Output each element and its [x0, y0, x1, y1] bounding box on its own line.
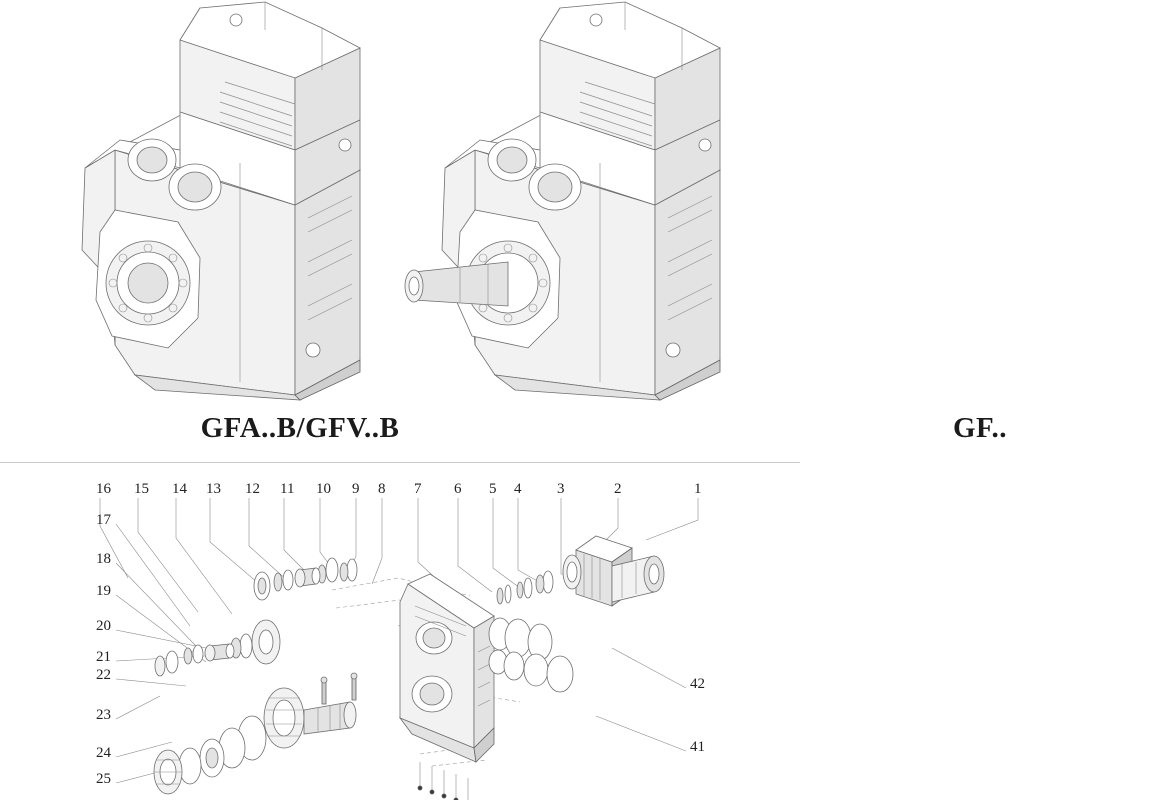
callout-2: 2	[614, 481, 622, 497]
exploded-assembly-icon	[0, 466, 800, 800]
callout-10: 10	[316, 481, 331, 497]
callout-14: 14	[172, 481, 187, 497]
callout-12: 12	[245, 481, 260, 497]
exploded-view-panel	[0, 466, 800, 800]
callout-15: 15	[134, 481, 149, 497]
callout-11: 11	[280, 481, 295, 497]
gear-unit-drawing-left	[60, 0, 420, 444]
gear-unit-drawing-right	[400, 0, 1008, 444]
callout-7: 7	[414, 481, 422, 497]
caption-left: GFA..B/GFV..B	[200, 412, 400, 444]
callout-23: 23	[96, 707, 111, 723]
callout-24: 24	[96, 745, 111, 761]
callout-9: 9	[352, 481, 360, 497]
callout-17: 17	[96, 512, 111, 528]
top-assembly-panel	[0, 0, 1008, 460]
gf-outline-icon	[400, 0, 760, 400]
callout-5: 5	[489, 481, 497, 497]
callout-21: 21	[96, 649, 111, 665]
callout-18: 18	[96, 551, 111, 567]
callout-41: 41	[690, 739, 705, 755]
callout-25: 25	[96, 771, 111, 787]
caption-right: GF..	[952, 412, 1008, 444]
gfab-gfvb-outline-icon	[60, 0, 420, 400]
callout-13: 13	[206, 481, 221, 497]
callout-20: 20	[96, 618, 111, 634]
callout-19: 19	[96, 583, 111, 599]
callout-16: 16	[96, 481, 111, 497]
callout-1: 1	[694, 481, 702, 497]
callout-42: 42	[690, 676, 705, 692]
callout-22: 22	[96, 667, 111, 683]
callout-3: 3	[557, 481, 565, 497]
callout-6: 6	[454, 481, 462, 497]
callout-4: 4	[514, 481, 522, 497]
section-divider	[0, 462, 800, 463]
callout-8: 8	[378, 481, 386, 497]
